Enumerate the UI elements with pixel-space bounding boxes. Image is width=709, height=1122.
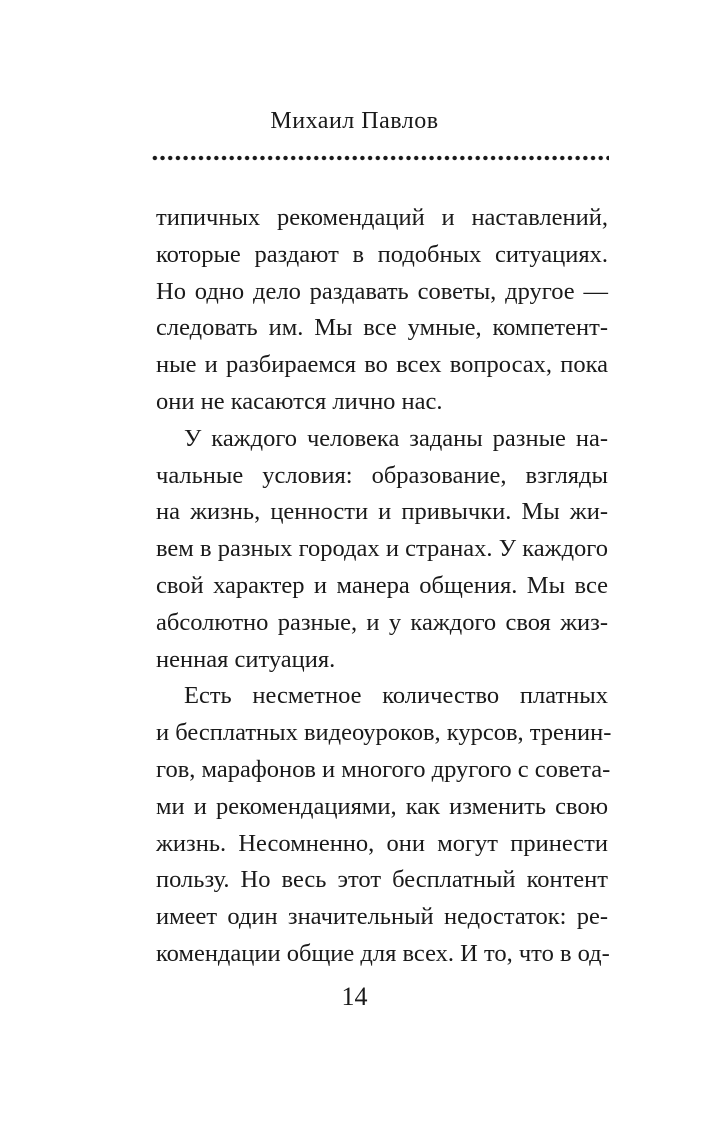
text-line: типичных рекомендаций и наставлений,: [156, 204, 608, 231]
text-line: гов, марафонов и многого другого с совета-: [156, 755, 611, 783]
text-line: и бесплатных видеоуроков, курсов, тренин-: [156, 719, 612, 747]
text-line: Есть несметное количество платных: [184, 682, 608, 710]
text-line: ные и разбираемся во всех вопросах, пока: [156, 351, 608, 379]
text-line: вем в разных городах и странах. У каждого: [156, 535, 608, 563]
paragraph: [156, 421, 608, 679]
text-line: ненная ситуация.: [156, 645, 336, 673]
page-number: 14: [341, 982, 368, 1011]
text-line: ми и рекомендациями, как изменить свою: [156, 792, 608, 820]
running-head-author: Михаил Павлов: [270, 108, 439, 134]
text-line: которые раздают в подобных ситуациях.: [156, 240, 608, 268]
text-line: чальные условия: образование, взгляды: [156, 461, 608, 489]
paragraph: [156, 678, 612, 972]
text-line: свой характер и манера общения. Мы все: [156, 571, 608, 599]
paragraph: [156, 200, 608, 421]
text-line: пользу. Но весь этот бесплатный контент: [156, 866, 608, 894]
dotted-divider: [151, 155, 609, 161]
text-line: следовать им. Мы все умные, компетент-: [156, 314, 608, 342]
text-line: комендации общие для всех. И то, что в од-: [156, 939, 610, 967]
text-line: абсолютно разные, и у каждого своя жиз-: [156, 608, 608, 636]
text-line: на жизнь, ценности и привычки. Мы жи-: [156, 498, 608, 526]
text-line: они не касаются лично нас.: [156, 387, 443, 415]
text-line: жизнь. Несомненно, они могут принести: [156, 829, 608, 857]
text-line: У каждого человека заданы разные на-: [184, 424, 608, 452]
text-line: имеет один значительный недостаток: ре-: [156, 903, 608, 931]
body-text: [156, 200, 612, 973]
text-line: Но одно дело раздавать советы, другое —: [156, 277, 608, 305]
